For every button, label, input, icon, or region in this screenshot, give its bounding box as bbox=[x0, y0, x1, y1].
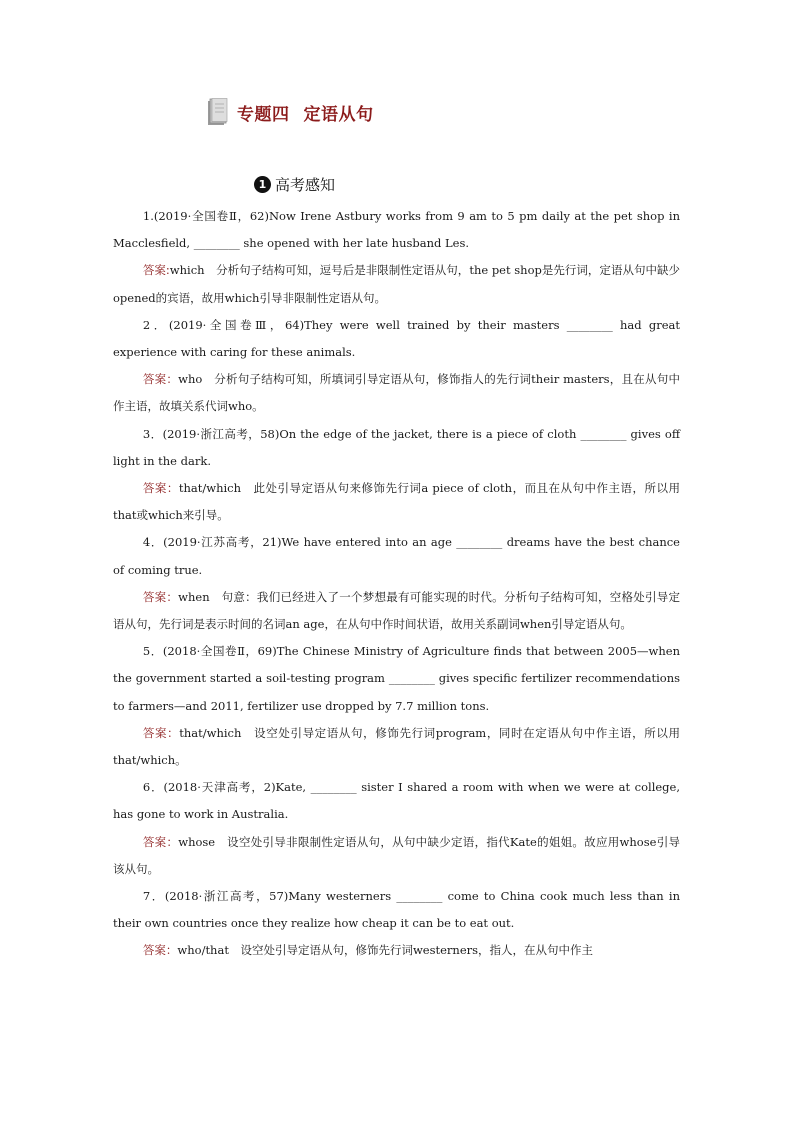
question-body: 7．(2018·浙江高考，57)Many westerners ________ come to China cook much less than in their own countries once they realize how cheap it can be to eat out. bbox=[113, 889, 680, 931]
topic-title: 定语从句 bbox=[303, 104, 374, 125]
question-body: 4．(2019·江苏高考，21)We have entered into an age ________ dreams have the best chance of coming true. bbox=[113, 535, 680, 577]
exercise-item bbox=[113, 883, 680, 965]
section-title: 高考感知 bbox=[275, 176, 336, 194]
answer-text bbox=[113, 937, 680, 964]
answer-label: 答案： bbox=[142, 834, 179, 849]
answer-text bbox=[113, 829, 680, 883]
answer-body: whose 设空处引导非限制性定语从句，从句中缺少定语，指代Kate的姐姐。故应用whose引导该从句。 bbox=[113, 834, 680, 876]
answer-body: who/that 设空处引导定语从句，修饰先行词westerners，指人，在从句中作主 bbox=[177, 943, 594, 958]
question-body: 5．(2018·全国卷Ⅱ，69)The Chinese Ministry of Agriculture finds that between 2005—when the government started a soil-testing program ________ gives specific fertilizer recommendations to farmers—and 2011, fertilizer use dropped by 7.7 million tons. bbox=[113, 644, 680, 713]
question-body: 2．(2019·全国卷Ⅲ，64)They were well trained by their masters ________ had great experience with caring for these animals. bbox=[113, 317, 680, 360]
answer-body: when 句意：我们已经进入了一个梦想最有可能实现的时代。分析句子结构可知，空格处引导定语从句，先行词是表示时间的名词an age，在从句中作时间状语，故用关系副词when引导定语从句。 bbox=[113, 589, 680, 632]
question-text bbox=[113, 421, 680, 475]
answer-body: that/which 设空处引导定语从句，修饰先行词program，同时在定语从句中作主语，所以用that/which。 bbox=[113, 725, 680, 768]
answer-label: 答案： bbox=[142, 725, 180, 740]
answer-text bbox=[113, 257, 680, 311]
question-body: 3．(2019·浙江高考，58)On the edge of the jacket, there is a piece of cloth ________ gives off light in the dark. bbox=[113, 426, 680, 468]
answer-text bbox=[113, 475, 680, 529]
exercise-list bbox=[113, 203, 680, 965]
question-body: 6．(2018·天津高考，2)Kate, ________ sister I shared a room with when we were at college, has gone to work in Australia. bbox=[113, 780, 680, 822]
book-icon bbox=[207, 98, 229, 126]
answer-text bbox=[113, 720, 680, 774]
question-text bbox=[113, 883, 680, 937]
exercise-item bbox=[113, 312, 680, 421]
answer-label: 答案: bbox=[142, 263, 170, 278]
question-text bbox=[113, 774, 680, 828]
answer-body: who 分析句子结构可知，所填词引导定语从句，修饰指人的先行词their masters，且在从句中作主语，故填关系代词who。 bbox=[113, 372, 680, 414]
answer-body: that/which 此处引导定语从句来修饰先行词a piece of cloth，而且在从句中作主语，所以用that或which来引导。 bbox=[113, 481, 680, 523]
answer-label: 答案： bbox=[142, 943, 178, 958]
answer-label: 答案： bbox=[142, 589, 179, 604]
page-title bbox=[237, 100, 374, 125]
question-body: 1.(2019·全国卷Ⅱ，62)Now Irene Astbury works from 9 am to 5 pm daily at the pet shop in Macclesfield, ________ she opened with her late husband Les. bbox=[113, 209, 680, 251]
page-header bbox=[207, 97, 374, 127]
exercise-item bbox=[113, 203, 680, 312]
answer-body: which 分析句子结构可知，逗号后是非限制性定语从句，the pet shop是先行词，定语从句中缺少opened的宾语，故用which引导非限制性定语从句。 bbox=[113, 263, 680, 305]
answer-text bbox=[113, 366, 680, 420]
exercise-item bbox=[113, 529, 680, 638]
section-heading bbox=[254, 174, 335, 195]
topic-label: 专题四 bbox=[237, 104, 290, 125]
exercise-item bbox=[113, 774, 680, 883]
answer-text bbox=[113, 584, 680, 638]
question-text bbox=[113, 638, 680, 720]
section-number-badge: 1 bbox=[254, 176, 271, 193]
answer-label: 答案： bbox=[142, 481, 179, 496]
answer-label: 答案： bbox=[142, 372, 179, 387]
exercise-item bbox=[113, 638, 680, 774]
question-text bbox=[113, 312, 680, 366]
question-text bbox=[113, 529, 680, 583]
question-text bbox=[113, 203, 680, 257]
exercise-item bbox=[113, 421, 680, 530]
